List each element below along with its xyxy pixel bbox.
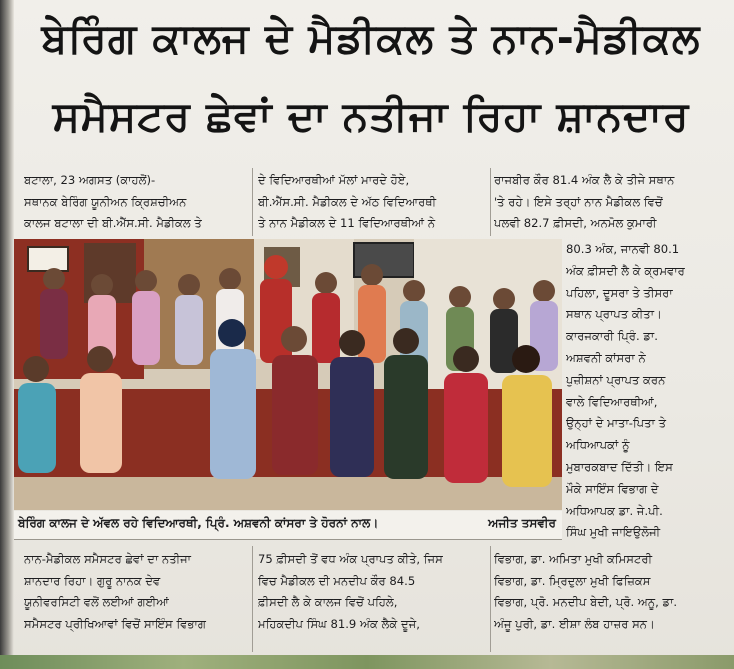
text-line: ਸਥਾਨਕ ਬੇਰਿੰਗ ਯੂਨੀਅਨ ਕ੍ਰਿਸ਼ਚੀਅਨ xyxy=(24,194,187,209)
text-line: ਕਾਲਜ ਬਟਾਲਾ ਦੀ ਬੀ.ਐੱਸ.ਸੀ. ਮੈਡੀਕਲ ਤੇ xyxy=(24,216,202,230)
article-bottom-column-3 xyxy=(494,549,730,635)
photo-credit: ਅਜੀਤ ਤਸਵੀਰ xyxy=(488,516,556,530)
background-surface-strip xyxy=(0,655,734,669)
text-line: ਕਾਰਜਕਾਰੀ ਪ੍ਰਿੰ. ਡਾ. xyxy=(566,329,658,344)
text-line: ਪਹਿਲਾ, ਦੂਸਰਾ ਤੇ ਤੀਸਰਾ xyxy=(566,285,673,300)
text-line: ਵਿਚ ਮੈਡੀਕਲ ਦੀ ਮਨਦੀਪ ਕੌਰ 84.5 xyxy=(258,573,416,588)
text-line: 75 ਫ਼ੀਸਦੀ ਤੋਂ ਵਧ ਅੰਕ ਪ੍ਰਾਪਤ ਕੀਤੇ, ਜਿਸ xyxy=(258,552,443,566)
text-line: 80.3 ਅੰਕ, ਜਾਨਵੀ 80.1 xyxy=(566,242,680,256)
group-photo xyxy=(14,239,562,510)
text-line: ਸਥਾਨ ਪ੍ਰਾਪਤ ਕੀਤਾ। xyxy=(566,307,662,322)
text-line: ਅੰਕ ਫ਼ੀਸਦੀ ਲੈ ਕੇ ਕ੍ਰਮਵਾਰ xyxy=(566,263,685,278)
text-line: ਵਿਭਾਗ, ਪ੍ਰੋ. ਮਨਦੀਪ ਬੇਦੀ, ਪ੍ਰੋ. ਅਨੂ, ਡਾ. xyxy=(494,595,678,609)
text-line: ਵਿਭਾਗ, ਡਾ. ਮ੍ਰਿਦੁਲਾ ਮੁਖੀ ਫਿਜ਼ਿਕਸ xyxy=(494,573,651,588)
text-line: ਅੰਜੂ ਪੁਰੀ, ਡਾ. ਈਸ਼ਾ ਲੰਬ ਹਾਜ਼ਰ ਸਨ। xyxy=(494,616,655,631)
column-divider xyxy=(490,168,491,236)
text-line: ਮਹਿਕਦੀਪ ਸਿੰਘ 81.9 ਅੰਕ ਲੈਕੇ ਦੂਜੇ, xyxy=(258,616,420,631)
text-line: ਵਾਲੇ ਵਿਦਿਆਰਥੀਆਂ, xyxy=(566,394,658,409)
page-edge-shadow xyxy=(0,0,14,669)
article-bottom-column-1 xyxy=(24,549,250,635)
article-bottom-column-2 xyxy=(258,549,484,635)
text-line: ਪਲਵੀ 82.7 ਫ਼ੀਸਦੀ, ਅਨਮੋਲ ਕੁਮਾਰੀ xyxy=(494,216,657,230)
text-line: ਰਾਜਬੀਰ ਕੌਰ 81.4 ਅੰਕ ਲੈ ਕੇ ਤੀਜੇ ਸਥਾਨ xyxy=(494,173,675,187)
text-line: ਯੂਨੀਵਰਸਿਟੀ ਵਲੋਂ ਲਈਆਂ ਗਈਆਂ xyxy=(24,595,169,609)
text-line: ਸ਼ਾਨਦਾਰ ਰਿਹਾ। ਗੁਰੂ ਨਾਨਕ ਦੇਵ xyxy=(24,573,161,588)
article-side-column xyxy=(566,239,730,544)
text-line: ਫ਼ੀਸਦੀ ਲੈ ਕੇ ਕਾਲਜ ਵਿਚੋਂ ਪਹਿਲੇ, xyxy=(258,595,398,609)
column-divider xyxy=(252,546,253,652)
article-column-3 xyxy=(494,170,730,235)
text-line: ਉਨ੍ਹਾਂ ਦੇ ਮਾਤਾ-ਪਿਤਾ ਤੇ xyxy=(566,416,666,431)
text-line: ਮੁਬਾਰਕਬਾਦ ਦਿੱਤੀ। ਇਸ xyxy=(566,459,673,474)
text-line: ਦੇ ਵਿਦਿਆਰਥੀਆਂ ਮੱਲਾਂ ਮਾਰਦੇ ਹੋਏ, xyxy=(258,173,410,187)
text-line: ਅਸ਼ਵਨੀ ਕਾਂਸਰਾ ਨੇ xyxy=(566,350,646,365)
article-column-1 xyxy=(24,170,248,235)
text-line: ਸਿੰਘ ਮੁਖੀ ਜਾਇਉਲੋਜੀ xyxy=(566,525,661,540)
article-column-2 xyxy=(258,170,484,235)
group-photo-illustration xyxy=(14,239,562,510)
headline-line-2: ਸਮੈਸਟਰ ਛੇਵਾਂ ਦਾ ਨਤੀਜਾ ਰਿਹਾ ਸ਼ਾਨਦਾਰ xyxy=(52,92,690,140)
column-divider xyxy=(252,168,253,236)
text-line: ਅਧਿਆਪਕਾਂ ਨੂੰ xyxy=(566,438,630,453)
text-line: ਪੁਜ਼ੀਸ਼ਨਾਂ ਪ੍ਰਾਪਤ ਕਰਨ xyxy=(566,372,666,387)
photo-caption: ਬੇਰਿੰਗ ਕਾਲਜ ਦੇ ਅੱਵਲ ਰਹੇ ਵਿਦਿਆਰਥੀ, ਪ੍ਰਿੰ. ਅਸ਼ਵਨੀ ਕਾਂਸਰਾ ਤੇ ਹੋਰਨਾਂ ਨਾਲ। xyxy=(18,516,379,530)
text-line: ਨਾਨ-ਮੈਡੀਕਲ ਸਮੈਸਟਰ ਛੇਵਾਂ ਦਾ ਨਤੀਜਾ xyxy=(24,552,192,566)
text-line: ਤੇ ਨਾਨ ਮੈਡੀਕਲ ਦੇ 11 ਵਿਦਿਆਰਥੀਆਂ ਨੇ xyxy=(258,216,436,230)
column-divider xyxy=(490,546,491,652)
text-line: ਸਮੈਸਟਰ ਪ੍ਰੀਖਿਆਵਾਂ ਵਿਚੋਂ ਸਾਇੰਸ ਵਿਭਾਗ xyxy=(24,616,206,631)
headline-line-1: ਬੇਰਿੰਗ ਕਾਲਜ ਦੇ ਮੈਡੀਕਲ ਤੇ ਨਾਨ-ਮੈਡੀਕਲ xyxy=(41,14,701,62)
photo-caption-bar xyxy=(14,511,562,540)
text-line: ਬੀ.ਐੱਸ.ਸੀ. ਮੈਡੀਕਲ ਦੇ ਅੱਠ ਵਿਦਿਆਰਥੀ xyxy=(258,194,437,209)
text-line: ਬਟਾਲਾ, 23 ਅਗਸਤ (ਕਾਹਲੋਂ)- xyxy=(24,173,156,187)
text-line: ਮੌਕੇ ਸਾਇੰਸ ਵਿਭਾਗ ਦੇ xyxy=(566,481,659,496)
text-line: 'ਤੇ ਰਹੇ। ਇਸੇ ਤਰ੍ਹਾਂ ਨਾਨ ਮੈਡੀਕਲ ਵਿਚੋਂ xyxy=(494,194,663,209)
text-line: ਵਿਭਾਗ, ਡਾ. ਅਮਿਤਾ ਮੁਖੀ ਕਮਿਸਟਰੀ xyxy=(494,552,653,566)
text-line: ਅਧਿਆਪਕ ਡਾ. ਜੇ.ਪੀ. xyxy=(566,503,663,518)
